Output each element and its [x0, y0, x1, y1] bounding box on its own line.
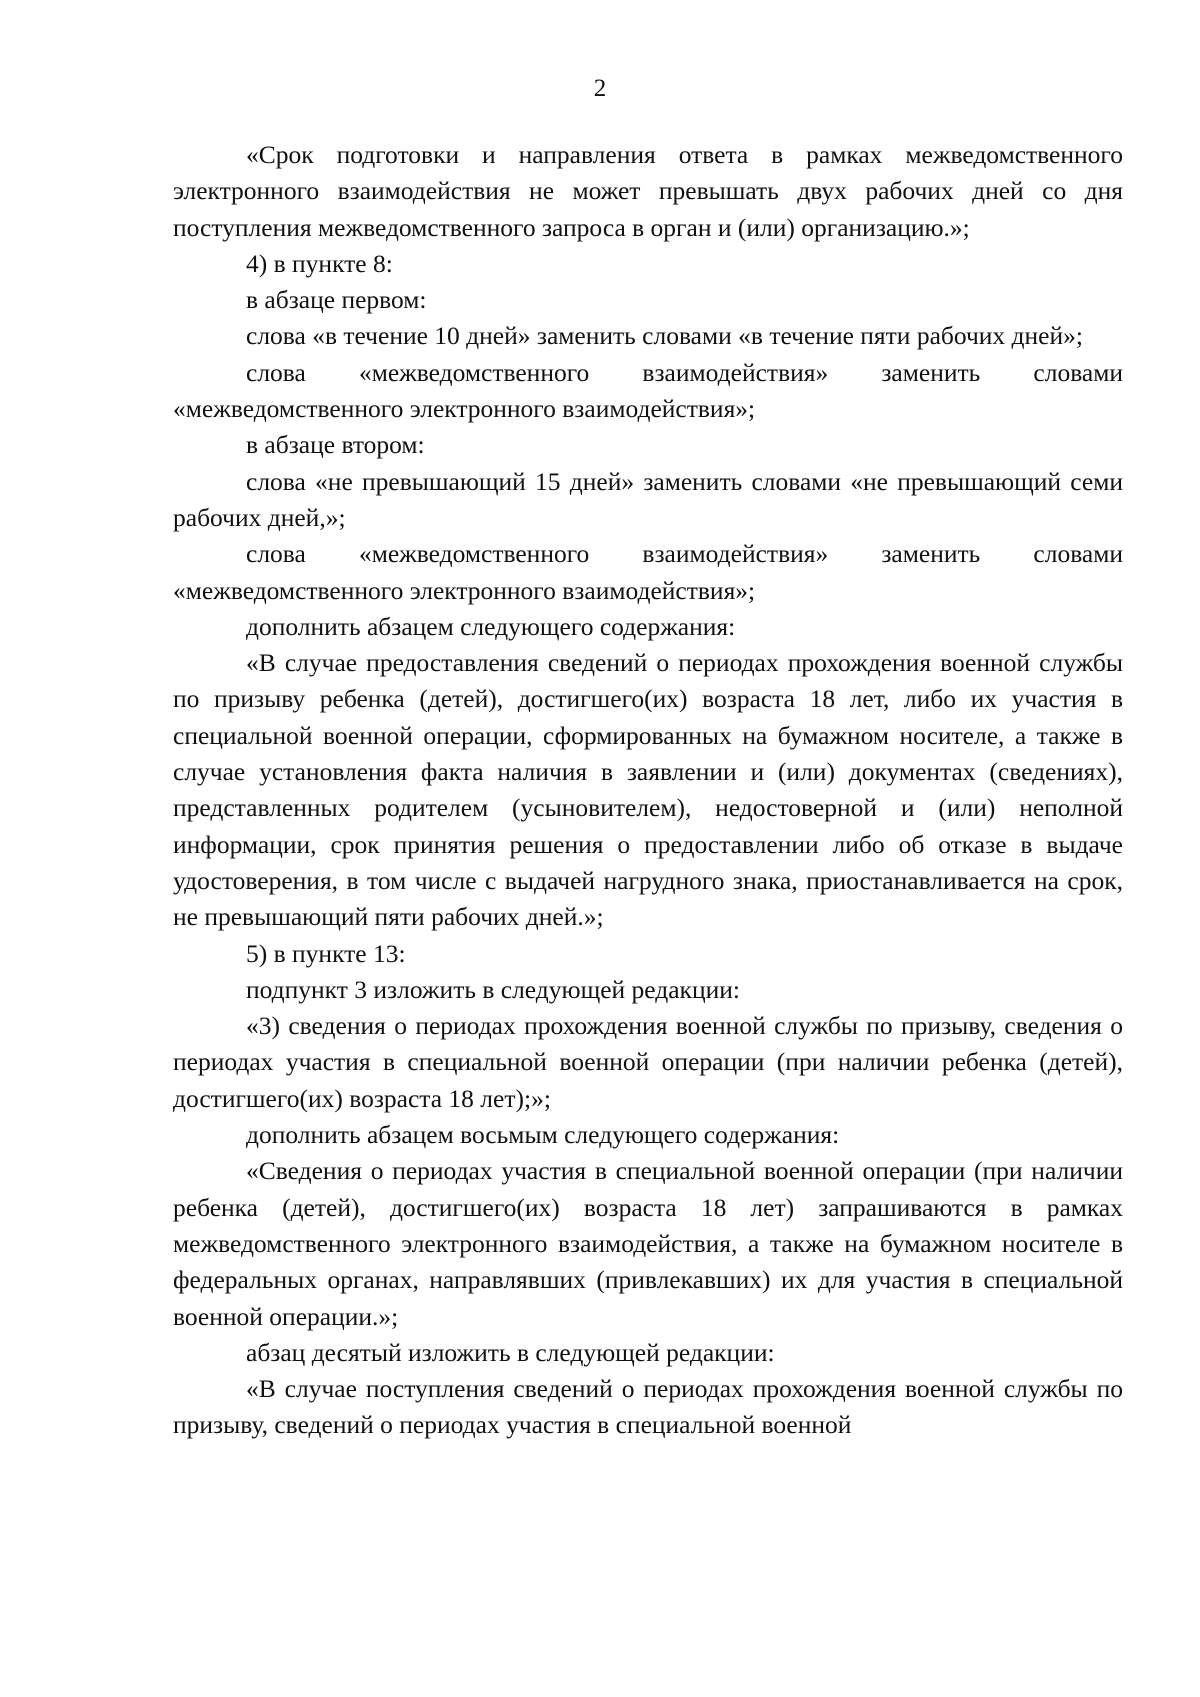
- paragraph: «Срок подготовки и направления ответа в рамках межведомственного электронного взаимодействия не может превышать двух рабочих дней со дня поступления межведомственного запроса в орган и (или) организацию.»;: [173, 140, 1123, 242]
- paragraph: в абзаце втором:: [246, 430, 425, 460]
- document-body: [173, 137, 1123, 1444]
- paragraph: 5) в пункте 13:: [246, 938, 406, 968]
- paragraph: слова «межведомственного взаимодействия» заменить словами «межведомственного электронного взаимодействия»;: [173, 539, 1123, 605]
- paragraph: «В случае поступления сведений о периодах прохождения военной службы по призыву, сведений о периодах участия в специальной военной: [173, 1374, 1123, 1440]
- paragraph: «Сведения о периодах участия в специальной военной операции (при наличии ребенка (детей), достигшего(их) возраста 18 лет) запрашиваются в рамках межведомственного электронного взаимодействия, а также на бумажном носителе в федеральных органах, направлявших (привлекавших) их для участия в специальной военной операции.»;: [173, 1156, 1123, 1331]
- paragraph: слова «не превышающий 15 дней» заменить словами «не превышающий семи рабочих дней,»;: [173, 466, 1123, 532]
- page-number: 2: [593, 75, 607, 102]
- paragraph: слова «межведомственного взаимодействия» заменить словами «межведомственного электронного взаимодействия»;: [173, 357, 1123, 424]
- paragraph: дополнить абзацем восьмым следующего содержания:: [246, 1120, 840, 1150]
- paragraph: 4) в пункте 8:: [246, 248, 393, 278]
- paragraph: «3) сведения о периодах прохождения военной службы по призыву, сведения о периодах участия в специальной военной операции (при наличии ребенка (детей), достигшего(их) возраста 18 лет);»;: [173, 1011, 1123, 1113]
- paragraph: подпункт 3 изложить в следующей редакции:: [246, 974, 740, 1004]
- paragraph: абзац десятый изложить в следующей редакции:: [246, 1337, 775, 1367]
- paragraph: дополнить абзацем следующего содержания:: [246, 611, 736, 641]
- paragraph: в абзаце первом:: [246, 285, 427, 315]
- paragraph: «В случае предоставления сведений о периодах прохождения военной службы по призыву ребенка (детей), достигшего(их) возраста 18 лет, либо их участия в специальной военной операции, сформированных на бумажном носителе, а также в случае установления факта наличия в заявлении и (или) документах (сведениях), представленных родителем (усыновителем), недостоверной и (или) неполной информации, срок принятия решения о предоставлении либо об отказе в выдаче удостоверения, в том числе с выдачей нагрудного знака, приостанавливается на срок, не превышающий пяти рабочих дней.»;: [173, 648, 1123, 932]
- paragraph: слова «в течение 10 дней» заменить словами «в течение пяти рабочих дней»;: [246, 321, 1083, 351]
